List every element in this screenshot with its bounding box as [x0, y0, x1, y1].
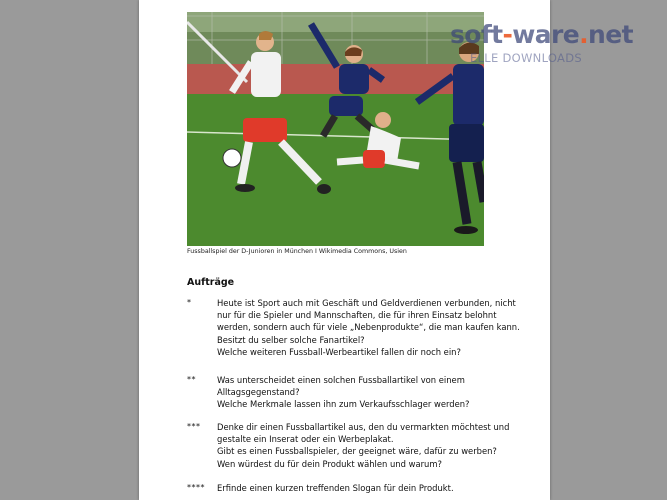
task-line: Besitzt du selber solche Fanartikel? [217, 334, 365, 345]
watermark-tagline: ELLE DOWNLOADS [470, 51, 582, 65]
task-line: Was unterscheidet einen solchen Fussballartikel von einem [217, 375, 465, 385]
watermark-part: soft [450, 20, 503, 49]
watermark-dash: - [502, 20, 513, 49]
watermark-dot: . [579, 20, 589, 49]
football-photo-illustration [187, 12, 484, 246]
document-page [139, 0, 550, 500]
task-line: Erfinde einen kurzen treffenden Slogan für dein Produkt. [217, 483, 454, 493]
football-photo [187, 12, 484, 246]
task-difficulty-stars: **** [187, 483, 205, 492]
task-line: werden, sondern auch für viele „Nebenprodukte“, die man kaufen kann. [217, 322, 520, 333]
task-line: gestalte ein Inserat oder ein Werbeplakat. [217, 434, 394, 445]
watermark-wordmark [450, 20, 633, 49]
task-line: nur für die Spieler und Mannschaften, die für ihren Einsatz belohnt [217, 310, 497, 321]
task-line: Wen würdest du für dein Produkt wählen und warum? [217, 458, 442, 469]
tasks-heading: Aufträge [187, 277, 235, 288]
task-difficulty-stars: ** [187, 375, 196, 384]
task-line: Welche weiteren Fussball-Werbeartikel fallen dir noch ein? [217, 346, 461, 357]
task-line: Alltagsgegenstand? [217, 387, 300, 398]
task-line: Denke dir einen Fussballartikel aus, den du vermarkten möchtest und [217, 422, 510, 432]
task-line: Gibt es einen Fussballspieler, der geeignet wäre, dafür zu werben? [217, 446, 497, 457]
task-difficulty-stars: * [187, 298, 192, 307]
photo-caption: Fussballspiel der D-Junioren in München I Wikimedia Commons, Usien [187, 248, 407, 255]
watermark-part: ware [512, 20, 580, 49]
task-line: Welche Merkmale lassen ihn zum Verkaufsschlager werden? [217, 399, 470, 410]
task-difficulty-stars: *** [187, 422, 201, 431]
watermark-part: net [588, 20, 633, 49]
watermark-logo [450, 20, 660, 70]
task-line: Heute ist Sport auch mit Geschäft und Geldverdienen verbunden, nicht [217, 298, 516, 308]
